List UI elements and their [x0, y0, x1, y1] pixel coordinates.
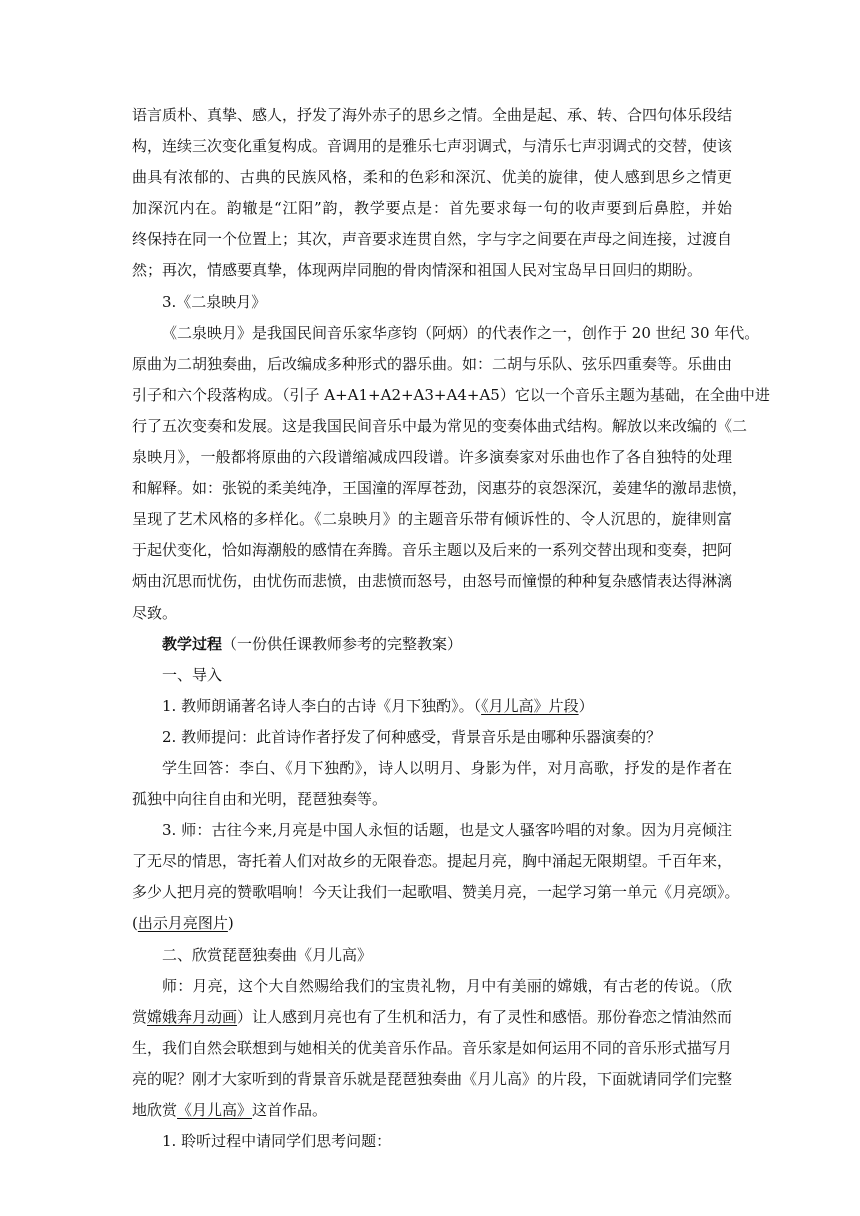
text-run: 学生回答：李白、《月下独酌》，诗人以明月、身影为伴，对月高歌，抒发的是作者在 [162, 758, 732, 777]
underlined-link-text[interactable]: 嫦娥奔月动画 [147, 1007, 238, 1026]
underlined-link-text[interactable]: 《月儿高》 [177, 1101, 253, 1119]
text-line [132, 629, 732, 660]
text-run: 《二泉映月》是我国民间音乐家华彦钧（阿炳）的代表作之一，创作于 20 世纪 30 年代。 [162, 323, 760, 342]
bold-heading-text: 教学过程 [162, 634, 223, 653]
document-page [132, 100, 770, 1157]
text-line [132, 598, 732, 629]
text-run: 然；再次，情感要真挚，体现两岸同胞的骨肉情深和祖国人民对宝岛早日回归的期盼。 [132, 261, 703, 280]
text-run: 呈现了艺术风格的多样化。《二泉映月》的主题音乐带有倾诉性的、令人沉思的，旋律则富 [132, 510, 732, 529]
text-run: 构，连续三次变化重复构成。音调用的是雅乐七声羽调式，与清乐七声羽调式的交替，使该 [132, 137, 733, 156]
text-line [132, 753, 732, 784]
paragraph [132, 100, 732, 287]
text-run: 生，我们自然会联想到与她相关的优美音乐作品。音乐家是如何运用不同的音乐形式描写月 [132, 1038, 733, 1057]
text-line [132, 566, 732, 597]
text-run: 1. 聆听过程中请同学们思考问题： [162, 1132, 392, 1151]
text-run: 加深沉内在。韵辙是“江阳”韵，教学要点是：首先要求每一句的收声要到后鼻腔，并始 [132, 199, 732, 218]
text-line [132, 255, 732, 286]
text-line [132, 1126, 732, 1157]
paragraph [132, 660, 732, 691]
text-line [132, 535, 732, 566]
text-line [132, 504, 732, 535]
paragraph [132, 287, 732, 318]
text-line [132, 131, 732, 162]
text-line [132, 411, 748, 442]
text-run: 语言质朴、真挚、感人，抒发了海外赤子的思乡之情。全曲是起、承、转、合四句体乐段结 [132, 106, 733, 124]
text-line [132, 442, 732, 473]
underlined-link-text[interactable]: 出示月亮图片 [137, 914, 228, 933]
text-line [132, 473, 748, 504]
text-run: 3.《二泉映月》 [162, 292, 267, 311]
text-line [132, 660, 732, 691]
text-run: 赏 [132, 1007, 148, 1026]
text-run: 引子和六个段落构成。（引子 A+A1+A2+A3+A4+A5）它以一个音乐主题为基础，在全曲中进 [132, 385, 770, 404]
paragraph [132, 318, 770, 629]
text-run: 曲具有浓郁的、古典的民族风格，柔和的色彩和深沉、优美的旋律，使人感到思乡之情更 [132, 168, 732, 187]
text-line [132, 1064, 732, 1095]
paragraph [132, 1126, 732, 1157]
text-line [132, 691, 732, 722]
text-line [132, 349, 732, 380]
text-run: 亮的呢？刚才大家听到的背景音乐就是琵琶独奏曲《月儿高》的片段，下面就请同学们完整 [132, 1069, 733, 1088]
text-line [132, 1095, 732, 1126]
text-run: 炳由沉思而忧伤，由忧伤而悲愤，由悲愤而怒号，由怒号而憧憬的种种复杂感情表达得淋漓 [132, 572, 733, 591]
text-run: 原曲为二胡独奏曲，后改编成多种形式的器乐曲。如：二胡与乐队、弦乐四重奏等。乐曲由 [132, 354, 733, 373]
text-line [132, 815, 732, 846]
text-run: 孤独中向往自由和光明，琵琶独奏等。 [132, 790, 388, 809]
text-line [132, 971, 732, 1002]
text-run: 泉映月》，一般都将原曲的六段谱缩减成四段谱。许多演奏家对乐曲也作了各自独特的处理 [132, 448, 732, 467]
text-run: ( [132, 914, 138, 933]
text-line [132, 722, 732, 753]
text-line [132, 846, 732, 877]
text-line [132, 193, 732, 224]
text-line [132, 287, 732, 318]
text-run: ）让人感到月亮也有了生机和活力，有了灵性和感悟。那份眷恋之情油然而 [237, 1007, 733, 1026]
text-run: ） [578, 696, 594, 715]
text-run: ) [227, 914, 234, 933]
text-run: 了无尽的情思，寄托着人们对故乡的无限眷恋。提起月亮，胸中涌起无限期望。千百年来， [132, 852, 733, 871]
text-run: 一、导入 [162, 665, 223, 684]
text-line [132, 877, 740, 908]
paragraph [132, 753, 732, 815]
text-line [132, 380, 770, 411]
text-run: 师：月亮，这个大自然赐给我们的宝贵礼物，月中有美丽的嫦娥，有古老的传说。（欣 [162, 976, 732, 995]
paragraph [132, 629, 732, 660]
text-run: 二、欣赏琵琶独奏曲《月儿高》 [162, 945, 373, 964]
text-run: （一份供任课教师参考的完整教案） [222, 634, 463, 653]
text-run: 地欣赏 [132, 1101, 178, 1119]
paragraph [132, 971, 732, 1126]
text-line [132, 224, 732, 255]
text-line [132, 908, 732, 939]
text-run: 多少人把月亮的赞歌唱响！今天让我们一起歌唱、赞美月亮，一起学习第一单元《月亮颂》。 [132, 883, 740, 902]
text-run: 3. 师：古往今来,月亮是中国人永恒的话题，也是文人骚客吟唱的对象。因为月亮倾注 [162, 821, 732, 840]
paragraph [132, 940, 732, 971]
text-run: 尽致。 [132, 603, 178, 622]
text-line [132, 1002, 732, 1033]
text-run: 1. 教师朗诵著名诗人李白的古诗《月下独酌》。（ [162, 696, 482, 715]
paragraph [132, 815, 740, 939]
paragraph [132, 722, 732, 753]
text-line [132, 100, 732, 131]
paragraph [132, 691, 732, 722]
text-run: 和解释。如：张锐的柔美纯净，王国潼的浑厚苍劲，闵惠芬的哀怨深沉，姜建华的激昂悲愤， [132, 479, 748, 498]
text-run: 终保持在同一个位置上；其次，声音要求连贯自然，字与字之间要在声母之间连接，过渡自 [132, 230, 733, 249]
text-run: 这首作品。 [252, 1101, 328, 1119]
text-run: 于起伏变化，恰如海潮般的感情在奔腾。音乐主题以及后来的一系列交替出现和变奏，把阿 [132, 541, 733, 560]
underlined-link-text[interactable]: 《月儿高》片段 [481, 696, 579, 715]
text-run: 2. 教师提问：此首诗作者抒发了何种感受，背景音乐是由哪种乐器演奏的？ [162, 727, 662, 746]
text-line [132, 1033, 732, 1064]
text-line [132, 784, 732, 815]
text-line [132, 162, 732, 193]
text-run: 行了五次变奏和发展。这是我国民间音乐中最为常见的变奏体曲式结构。解放以来改编的《二 [132, 416, 748, 435]
text-line [132, 940, 732, 971]
text-line [132, 318, 760, 349]
